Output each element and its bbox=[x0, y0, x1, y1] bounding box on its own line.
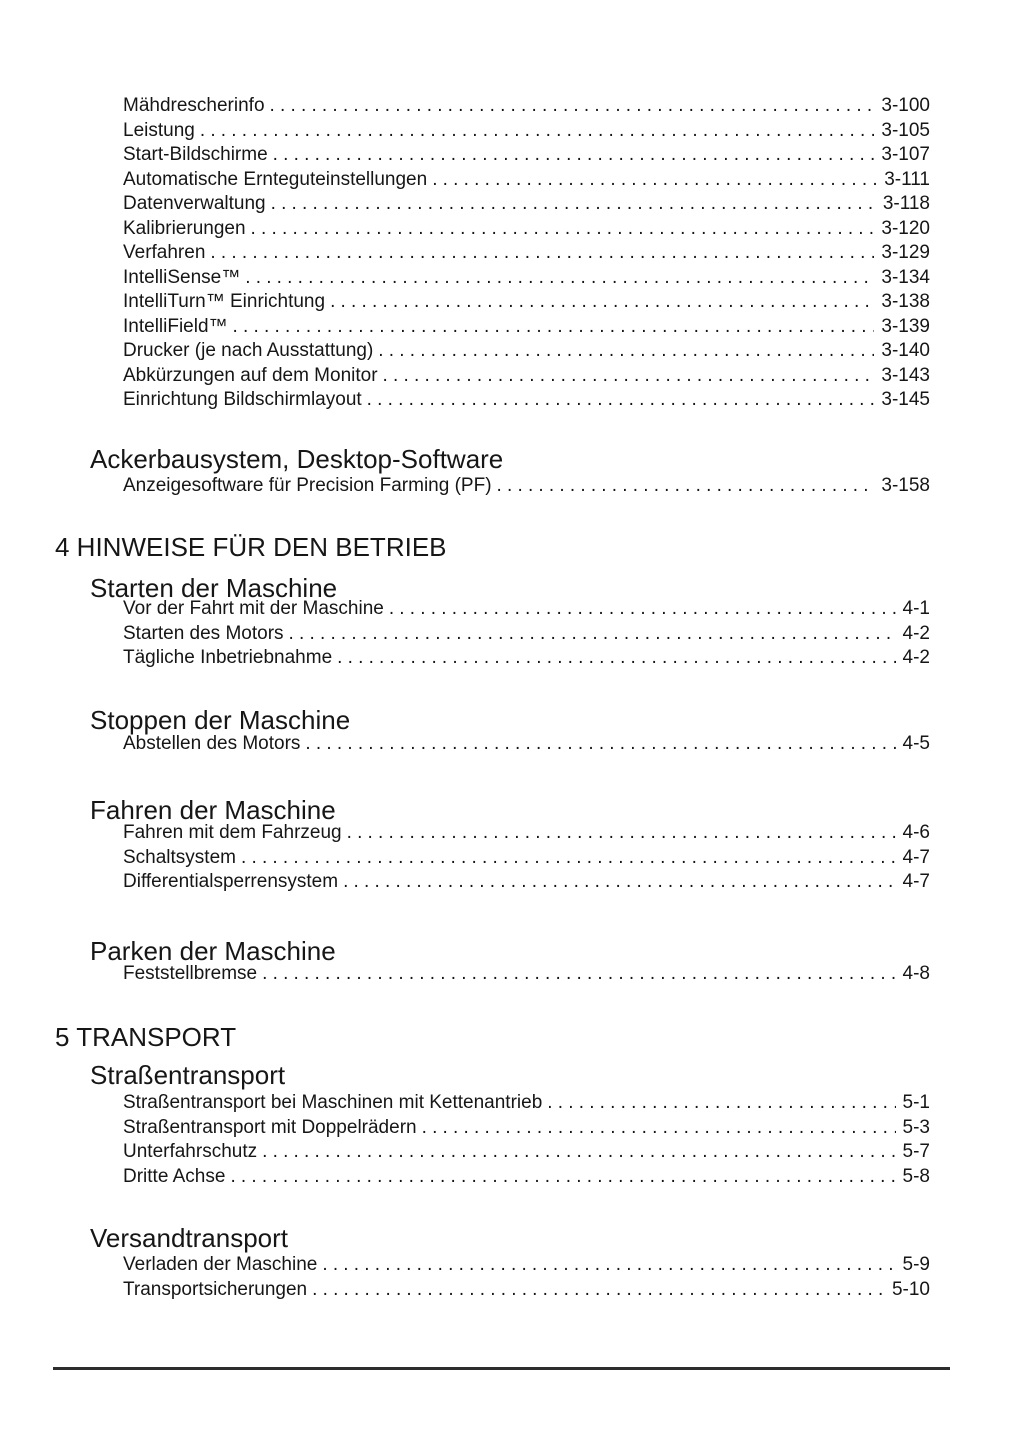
toc-entry-label: Vor der Fahrt mit der Maschine bbox=[123, 598, 384, 619]
toc-entry-page-number: 4-7 bbox=[902, 846, 930, 868]
toc-entry-row bbox=[123, 622, 930, 647]
dot-leader bbox=[322, 1253, 895, 1278]
toc-entry-page-number: 5-10 bbox=[891, 1278, 930, 1300]
toc-entry-label: Anzeigesoftware für Precision Farming (PF) bbox=[123, 475, 492, 496]
dot-leader bbox=[347, 821, 896, 846]
dot-leader bbox=[497, 474, 875, 499]
toc-entry-label: IntelliTurn™ Einrichtung bbox=[123, 291, 326, 312]
toc-entry-row bbox=[123, 290, 930, 315]
toc-entry-label: Start-Bildschirme bbox=[123, 144, 268, 165]
chapter-heading-4-hinweise: 4 HINWEISE FÜR DEN BETRIEB bbox=[55, 532, 447, 562]
dot-leader bbox=[270, 94, 875, 119]
dot-leader bbox=[241, 846, 896, 871]
toc-entry-label: Straßentransport mit Doppelrädern bbox=[123, 1116, 417, 1138]
toc-entry-row bbox=[123, 1116, 930, 1141]
toc-entry-label: Differentialsperrensystem bbox=[123, 871, 339, 892]
dot-leader bbox=[305, 732, 895, 757]
toc-entry-label: Verladen der Maschine bbox=[123, 1254, 318, 1275]
toc-entry-row bbox=[123, 266, 930, 291]
dot-leader bbox=[210, 241, 874, 266]
toc-entry-label: Starten des Motors bbox=[123, 622, 284, 644]
toc-entry-row bbox=[123, 846, 930, 871]
section-heading-starten: Starten der Maschine bbox=[90, 573, 338, 603]
dot-leader bbox=[230, 1165, 895, 1190]
section-heading-parken: Parken der Maschine bbox=[90, 936, 336, 966]
toc-entry-page-number: 4-5 bbox=[902, 733, 930, 754]
section-heading-strassentransport: Straßentransport bbox=[90, 1060, 286, 1090]
footer-divider-rule bbox=[53, 1367, 950, 1370]
toc-entry-list-versandtransport bbox=[123, 1253, 930, 1302]
toc-entry-row bbox=[123, 364, 930, 389]
dot-leader bbox=[262, 1140, 895, 1165]
toc-entry-list-parken bbox=[123, 962, 930, 987]
toc-entry-page-number: 3-138 bbox=[881, 291, 930, 312]
toc-entry-page-number: 5-7 bbox=[902, 1141, 930, 1162]
dot-leader bbox=[389, 597, 896, 622]
toc-entry-label: Datenverwaltung bbox=[123, 193, 266, 214]
section-heading-stoppen: Stoppen der Maschine bbox=[90, 705, 351, 735]
toc-entry-label: Straßentransport bei Maschinen mit Kettenantrieb bbox=[123, 1092, 543, 1113]
toc-entry-page-number: 5-8 bbox=[902, 1165, 930, 1187]
toc-entry-page-number: 5-1 bbox=[902, 1092, 930, 1113]
toc-entry-label: Dritte Achse bbox=[123, 1165, 226, 1187]
toc-entry-page-number: 5-9 bbox=[902, 1254, 930, 1275]
toc-entry-page-number: 3-118 bbox=[882, 193, 930, 214]
toc-entry-label: IntelliField™ bbox=[123, 315, 228, 337]
toc-entry-label: Fahren mit dem Fahrzeug bbox=[123, 822, 342, 843]
toc-entry-label: Transportsicherungen bbox=[123, 1278, 308, 1300]
toc-entry-row bbox=[123, 339, 930, 364]
dot-leader bbox=[422, 1116, 896, 1141]
toc-entry-row bbox=[123, 870, 930, 895]
dot-leader bbox=[432, 168, 877, 193]
toc-entry-page-number: 4-8 bbox=[902, 963, 930, 984]
toc-entry-row bbox=[123, 1165, 930, 1190]
toc-entry-label: Unterfahrschutz bbox=[123, 1141, 258, 1162]
toc-entry-row bbox=[123, 217, 930, 242]
toc-entry-label: Kalibrierungen bbox=[123, 217, 246, 239]
toc-entry-page-number: 3-143 bbox=[881, 364, 930, 386]
toc-entry-list-starten bbox=[123, 597, 930, 671]
toc-entry-label: Automatische Ernteguteinstellungen bbox=[123, 168, 428, 190]
toc-entry-page-number: 3-134 bbox=[881, 266, 930, 288]
toc-entry-row bbox=[123, 1091, 930, 1116]
toc-entry-label: Schaltsystem bbox=[123, 846, 236, 868]
toc-entry-row bbox=[123, 119, 930, 144]
toc-entry-page-number: 4-2 bbox=[902, 647, 930, 668]
toc-entry-row bbox=[123, 597, 930, 622]
dot-leader bbox=[271, 192, 876, 217]
toc-entry-page-number: 3-140 bbox=[881, 340, 930, 361]
dot-leader bbox=[330, 290, 874, 315]
toc-entry-page-number: 3-129 bbox=[881, 242, 930, 263]
toc-entry-page-number: 3-107 bbox=[881, 144, 930, 165]
toc-entry-page-number: 4-2 bbox=[902, 622, 930, 644]
dot-leader bbox=[233, 315, 875, 340]
toc-entry-list-stoppen bbox=[123, 732, 930, 757]
dot-leader bbox=[251, 217, 875, 242]
toc-entry-label: Abkürzungen auf dem Monitor bbox=[123, 364, 378, 386]
chapter-heading-5-transport: 5 TRANSPORT bbox=[55, 1022, 237, 1052]
dot-leader bbox=[312, 1278, 885, 1303]
toc-entry-page-number: 3-158 bbox=[881, 475, 930, 496]
dot-leader bbox=[289, 622, 896, 647]
toc-entry-page-number: 3-145 bbox=[881, 389, 930, 410]
toc-entry-list-ackerbausystem bbox=[123, 474, 930, 499]
section-heading-ackerbausystem: Ackerbausystem, Desktop-Software bbox=[90, 444, 504, 474]
dot-leader bbox=[200, 119, 875, 144]
toc-entry-row bbox=[123, 143, 930, 168]
section-heading-versandtransport: Versandtransport bbox=[90, 1223, 289, 1253]
toc-entry-row bbox=[123, 192, 930, 217]
toc-entry-row bbox=[123, 1278, 930, 1303]
toc-entry-page-number: 4-6 bbox=[902, 822, 930, 843]
toc-entry-page-number: 3-105 bbox=[881, 119, 930, 141]
dot-leader bbox=[547, 1091, 895, 1116]
dot-leader bbox=[273, 143, 875, 168]
toc-entry-list-strassentransport bbox=[123, 1091, 930, 1189]
toc-entry-row bbox=[123, 94, 930, 119]
toc-entry-row bbox=[123, 821, 930, 846]
section-heading-fahren: Fahren der Maschine bbox=[90, 795, 336, 825]
toc-entry-row bbox=[123, 1140, 930, 1165]
dot-leader bbox=[383, 364, 875, 389]
toc-entry-page-number: 3-139 bbox=[881, 315, 930, 337]
toc-entry-page-number: 5-3 bbox=[902, 1116, 930, 1138]
dot-leader bbox=[262, 962, 895, 987]
toc-entry-label: Abstellen des Motors bbox=[123, 733, 301, 754]
toc-entry-row bbox=[123, 241, 930, 266]
toc-entry-row bbox=[123, 962, 930, 987]
toc-entry-row bbox=[123, 646, 930, 671]
toc-entry-list-fahren bbox=[123, 821, 930, 895]
toc-entry-label: Einrichtung Bildschirmlayout bbox=[123, 389, 362, 410]
toc-entry-label: Leistung bbox=[123, 119, 195, 141]
dot-leader bbox=[337, 646, 895, 671]
toc-entry-label: Feststellbremse bbox=[123, 963, 258, 984]
toc-entry-label: IntelliSense™ bbox=[123, 266, 241, 288]
toc-entry-row bbox=[123, 315, 930, 340]
toc-entry-row bbox=[123, 474, 930, 499]
toc-entry-page-number: 3-120 bbox=[881, 217, 930, 239]
dot-leader bbox=[343, 870, 895, 895]
toc-entry-page-number: 3-100 bbox=[881, 95, 930, 116]
toc-entry-row bbox=[123, 388, 930, 413]
toc-entry-row bbox=[123, 168, 930, 193]
toc-entry-row bbox=[123, 1253, 930, 1278]
toc-entry-label: Verfahren bbox=[123, 242, 206, 263]
toc-entry-page-number: 4-7 bbox=[902, 871, 930, 892]
dot-leader bbox=[367, 388, 875, 413]
dot-leader bbox=[245, 266, 874, 291]
toc-entry-label: Tägliche Inbetriebnahme bbox=[123, 647, 333, 668]
toc-entry-list-chapter3 bbox=[123, 94, 930, 413]
toc-entry-label: Drucker (je nach Ausstattung) bbox=[123, 340, 374, 361]
toc-entry-row bbox=[123, 732, 930, 757]
dot-leader bbox=[378, 339, 874, 364]
toc-entry-label: Mähdrescherinfo bbox=[123, 95, 265, 116]
toc-entry-page-number: 4-1 bbox=[902, 598, 930, 619]
toc-entry-page-number: 3-111 bbox=[884, 168, 930, 190]
